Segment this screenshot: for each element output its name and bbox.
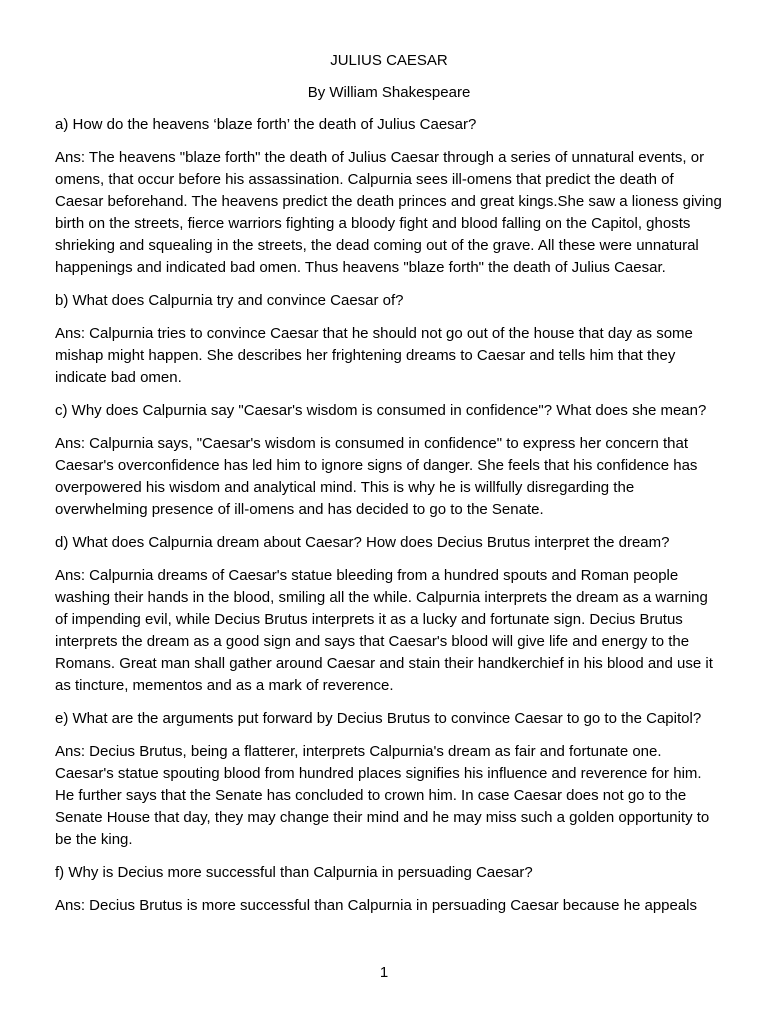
answer-e: Ans: Decius Brutus, being a flatterer, interprets Calpurnia's dream as fair and fortunate one. Caesar's statue spouting blood from hundred places signifies his influence and reverence for him. He further says that the Senate has concluded to crown him. In case Caesar does not go to the Senate House that day, they may change their mind and he may miss such a golden opportunity to be the king. xyxy=(55,743,710,848)
document-page xyxy=(55,50,723,928)
answer-d: Ans: Calpurnia dreams of Caesar's statue bleeding from a hundred spouts and Roman people washing their hands in the blood, smiling all the while. Calpurnia interprets the dream as a warning of impending evil, while Decius Brutus interprets it as a lucky and fortunate sign. Decius Brutus interprets the dream as a good sign and says that Caesar's blood will give life and energy to the Romans. Great man shall gather around Caesar and stain their handkerchief in his blood and use it as tincture, mementos and as a mark of reverence. xyxy=(55,567,713,694)
answer-f: Ans: Decius Brutus is more successful than Calpurnia in persuading Caesar because he appeals xyxy=(55,897,698,914)
question-d: d) What does Calpurnia dream about Caesar? How does Decius Brutus interpret the dream? xyxy=(55,534,670,551)
answer-c: Ans: Calpurnia says, "Caesar's wisdom is consumed in confidence" to express her concern that Caesar's overconfidence has led him to ignore signs of danger. She feels that his confidence has overpowered his wisdom and analytical mind. This is why he is willfully disregarding the overwhelming presence of ill-omens and has decided to go to the Senate. xyxy=(55,435,698,518)
question-c: c) Why does Calpurnia say "Caesar's wisdom is consumed in confidence"? What does she mean? xyxy=(55,402,707,419)
document-title: JULIUS CAESAR xyxy=(330,52,448,69)
question-b: b) What does Calpurnia try and convince Caesar of? xyxy=(55,292,404,309)
question-a: a) How do the heavens ‘blaze forth’ the death of Julius Caesar? xyxy=(55,116,477,133)
page-number: 1 xyxy=(379,964,389,981)
answer-a: Ans: The heavens "blaze forth" the death of Julius Caesar through a series of unnatural events, or omens, that occur before his assassination. Calpurnia sees ill-omens that predict the death of Caesar beforehand. The heavens predict the death princes and great kings.She saw a lioness giving birth on the streets, fierce warriors fighting a bloody fight and blood falling on the Capitol, ghosts shrieking and squealing in the streets, the dead coming out of the grave. All these were unnatural happenings and indicated bad omen. Thus heavens "blaze forth" the death of Julius Caesar. xyxy=(55,149,722,276)
document-author: By William Shakespeare xyxy=(307,84,471,101)
answer-b: Ans: Calpurnia tries to convince Caesar that he should not go out of the house that day as some mishap might happen. She describes her frightening dreams to Caesar and tells him that they indicate bad omen. xyxy=(55,325,693,386)
question-e: e) What are the arguments put forward by Decius Brutus to convince Caesar to go to the Capitol? xyxy=(55,710,702,727)
qa-list xyxy=(55,114,723,917)
question-f: f) Why is Decius more successful than Calpurnia in persuading Caesar? xyxy=(55,864,533,881)
